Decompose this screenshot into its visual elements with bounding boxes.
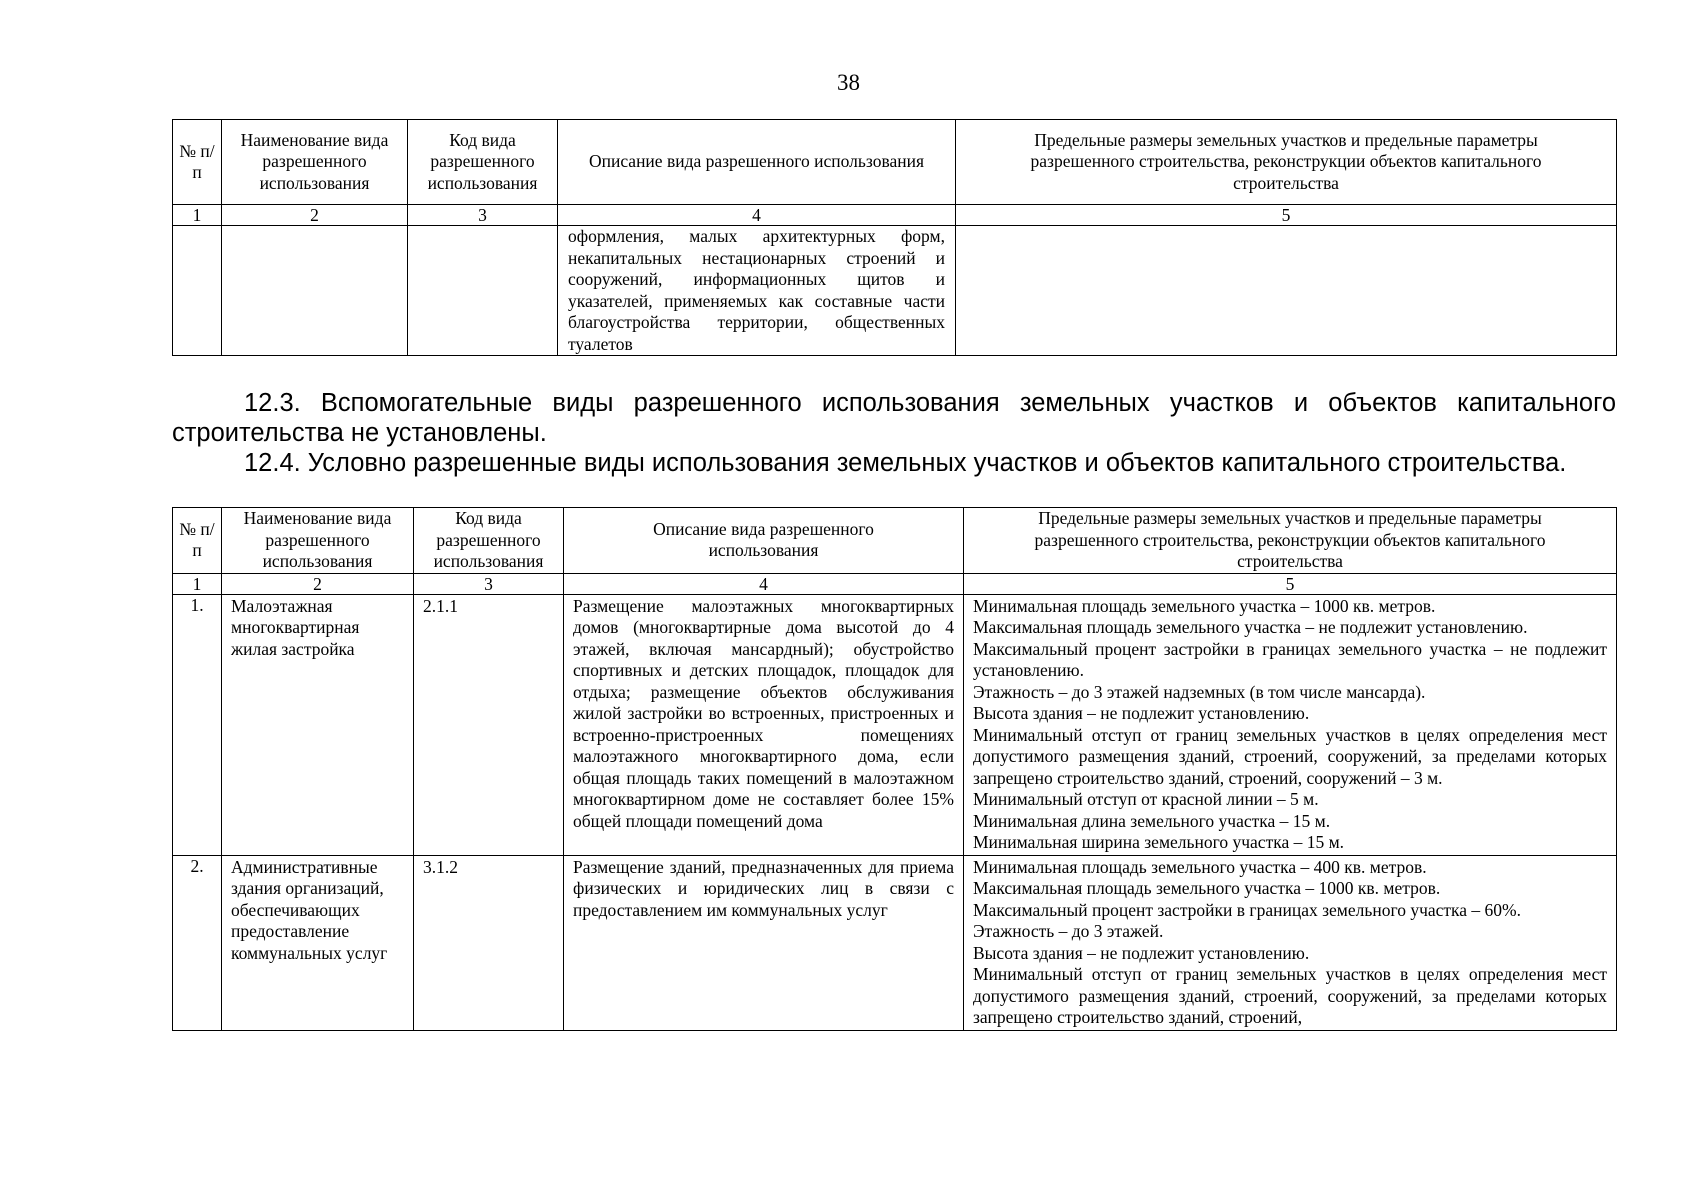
table-row [173, 226, 1617, 356]
section-text [172, 388, 1616, 478]
param-line: Минимальный отступ от границ земельных участков в целях определения мест допустимого размещения зданий, строений, сооружений, за пределами которых запрещено строительство зданий, строений, сооружений – 3 м. [973, 724, 1607, 788]
paragraph-12-3: 12.3. Вспомогательные виды разрешенного использования земельных участков и объектов капитального строительства не установлены. [172, 389, 1616, 447]
use-code: 2.1.1 [414, 594, 564, 855]
name-cell [222, 226, 408, 356]
param-line: Минимальный отступ от красной линии – 5 м. [973, 789, 1319, 809]
header-description: Описание вида разрешенного использования [558, 120, 956, 205]
table-conditional-uses [172, 507, 1617, 1031]
use-name: Административные здания организаций, обеспечивающих предоставление коммунальных услуг [222, 855, 414, 1030]
param-line: Максимальный процент застройки в границах земельного участка – 60%. [973, 899, 1522, 920]
table-header-row [173, 120, 1617, 205]
paragraph-12-4: 12.4. Условно разрешенные виды использования земельных участков и объектов капитального строительства. [244, 449, 1567, 477]
column-index-row [173, 205, 1617, 226]
col-index: 1 [173, 573, 222, 594]
col-index: 2 [222, 573, 414, 594]
use-code: 3.1.2 [414, 855, 564, 1030]
use-name: Малоэтажная многоквартирная жилая застройка [222, 594, 414, 855]
param-line: Минимальная площадь земельного участка – 1000 кв. метров. [973, 595, 1436, 616]
param-line: Минимальный отступ от границ земельных участков в целях определения мест допустимого размещения зданий, строений, сооружений, за пределами которых запрещено строительство зданий, строений, [973, 964, 1607, 1027]
param-line: Высота здания – не подлежит установлению. [973, 703, 1310, 723]
page-number: 38 [837, 70, 860, 95]
header-description: Описание вида разрешенного использования [564, 508, 964, 574]
header-params: Предельные размеры земельных участков и предельные параметры разрешенного строительства, реконструкции объектов капитального строительства [964, 508, 1617, 574]
param-line: Максимальная площадь земельного участка – 1000 кв. метров. [973, 878, 1441, 898]
col-index: 4 [558, 205, 956, 226]
param-line: Минимальная ширина земельного участка – 15 м. [973, 832, 1345, 852]
col-index: 4 [564, 573, 964, 594]
header-name: Наименование вида разрешенного использования [222, 120, 408, 205]
header-name: Наименование вида разрешенного использования [222, 508, 414, 574]
table-header-row [173, 508, 1617, 574]
use-params [964, 855, 1617, 1030]
param-line: Этажность – до 3 этажей. [973, 921, 1164, 941]
table-row [173, 855, 1617, 1030]
row-number: 1. [173, 594, 222, 855]
param-line: Максимальная площадь земельного участка – не подлежит установлению. [973, 617, 1528, 637]
header-params: Предельные размеры земельных участков и предельные параметры разрешенного строительства, реконструкции объектов капитального строительства [956, 120, 1617, 205]
header-code: Код вида разрешенного использования [408, 120, 558, 205]
num-cell [173, 226, 222, 356]
description-cell: оформления, малых архитектурных форм, некапитальных нестационарных строений и сооружений, информационных щитов и указателей, применяемых как составные части благоустройства территории, общественных туалетов [558, 226, 956, 356]
params-cell [956, 226, 1617, 356]
table-row [173, 594, 1617, 855]
code-cell [408, 226, 558, 356]
col-index: 5 [956, 205, 1617, 226]
row-number: 2. [173, 855, 222, 1030]
table-continuation [172, 119, 1617, 356]
col-index: 2 [222, 205, 408, 226]
use-description: Размещение малоэтажных многоквартирных домов (многоквартирные дома высотой до 4 этажей, включая мансардный); обустройство спортивных и детских площадок, площадок для отдыха; размещение объектов обслуживания жилой застройки во встроенных, пристроенных и встроенно-пристроенных помещениях малоэтажного многоквартирного дома, если общая площадь таких помещений в малоэтажном многоквартирном доме не составляет более 15% общей площади помещений дома [564, 594, 964, 855]
param-line: Максимальный процент застройки в границах земельного участка – не подлежит установлению. [973, 638, 1607, 680]
header-code: Код вида разрешенного использования [414, 508, 564, 574]
param-line: Высота здания – не подлежит установлению. [973, 942, 1310, 963]
use-params [964, 594, 1617, 855]
col-index: 5 [964, 573, 1617, 594]
header-num: № п/п [173, 508, 222, 574]
header-num: № п/п [173, 120, 222, 205]
param-line: Минимальная длина земельного участка – 15 м. [973, 810, 1331, 831]
col-index: 3 [408, 205, 558, 226]
col-index: 1 [173, 205, 222, 226]
param-line: Минимальная площадь земельного участка – 400 кв. метров. [973, 856, 1427, 877]
column-index-row [173, 573, 1617, 594]
col-index: 3 [414, 573, 564, 594]
use-description: Размещение зданий, предназначенных для приема физических и юридических лиц в связи с предоставлением им коммунальных услуг [564, 855, 964, 1030]
param-line: Этажность – до 3 этажей надземных (в том числе мансарда). [973, 681, 1426, 702]
